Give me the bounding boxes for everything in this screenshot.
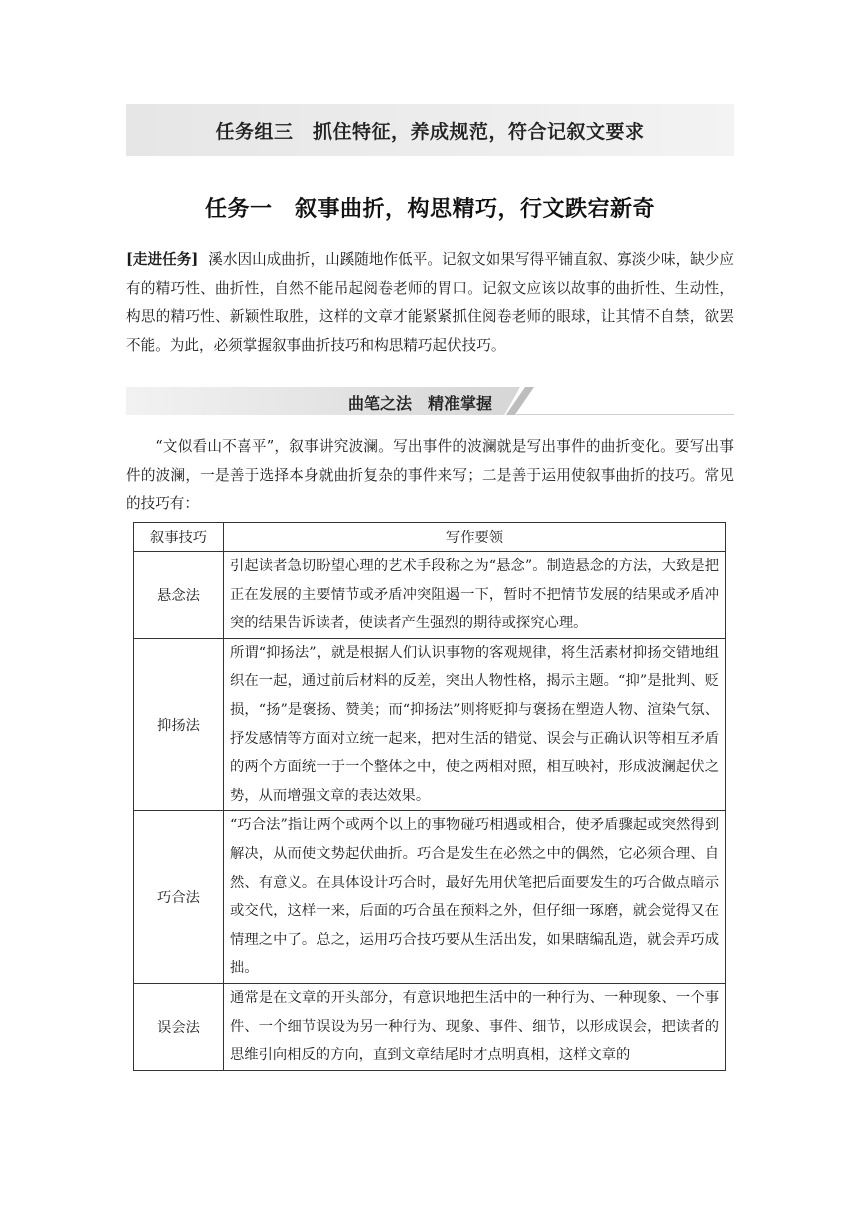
table-header-technique: 叙事技巧 [134,523,224,552]
technique-name: 误会法 [134,983,224,1070]
table-row [134,638,726,811]
table-header-row [134,523,726,552]
intro-paragraph [126,246,734,360]
technique-description: 引起读者急切盼望心理的艺术手段称之为“悬念”。制造悬念的方法，大致是把正在发展的主要情节或矛盾冲突阻遏一下，暂时不把情节发展的结果或矛盾冲突的结果告诉读者，使读者产生强烈的期待或探究心理。 [224,552,726,639]
table-row [134,811,726,984]
technique-name: 抑扬法 [134,638,224,811]
intro-text: 溪水因山成曲折，山蹊随地作低平。记叙文如果写得平铺直叙、寡淡少味，缺少应有的精巧性、曲折性，自然不能吊起阅卷老师的胃口。记叙文应该以故事的曲折性、生动性，构思的精巧性、新颖性取胜，这样的文章才能紧紧抓住阅卷老师的眼球，让其情不自禁，欲罢不能。为此，必须掌握叙事曲折技巧和构思精巧起伏技巧。 [126,251,734,354]
table-row [134,983,726,1070]
technique-description: “巧合法”指让两个或两个以上的事物碰巧相遇或相合，使矛盾骤起或突然得到解决，从而使文势起伏曲折。巧合是发生在必然之中的偶然，它必须合理、自然、有意义。在具体设计巧合时，最好先用伏笔把后面要发生的巧合做点暗示或交代，这样一来，后面的巧合虽在预料之外，但仔细一琢磨，就会觉得又在情理之中了。总之，运用巧合技巧要从生活出发，如果瞎编乱造，就会弄巧成拙。 [224,811,726,984]
task-title: 任务一 叙事曲折，构思精巧，行文跌宕新奇 [204,196,655,222]
task-group-title: 任务组三 抓住特征，养成规范，符合记叙文要求 [215,121,645,143]
technique-description: 通常是在文章的开头部分，有意识地把生活中的一种行为、一种现象、一个事件、一个细节误设为另一种行为、现象、事件、细节，以形成误会，把读者的思维引向相反的方向，直到文章结尾时才点明真相，这样文章的 [224,983,726,1070]
table-row [134,552,726,639]
section-heading: 曲笔之法 精准掌握 [348,394,493,413]
section-banner [126,384,734,420]
body-paragraph: “文似看山不喜平”，叙事讲究波澜。写出事件的波澜就是写出事件的曲折变化。要写出事件的波澜，一是善于选择本身就曲折复杂的事件来写；二是善于运用使叙事曲折的技巧。常见的技巧有： [126,438,734,512]
task-group-banner [126,104,734,156]
intro-tag: [走进任务] [126,251,199,268]
techniques-table [133,522,726,1071]
technique-name: 巧合法 [134,811,224,984]
table-header-essentials: 写作要领 [224,523,726,552]
technique-name: 悬念法 [134,552,224,639]
section-banner-rule [516,414,734,415]
technique-description: 所谓“抑扬法”，就是根据人们认识事物的客观规律，将生活素材抑扬交错地组织在一起，通过前后材料的反差，突出人物性格，揭示主题。“抑”是批判、贬损，“扬”是褒扬、赞美；而“抑扬法”则将贬抑与褒扬在塑造人物、渲染气氛、抒发感情等方面对立统一起来，把对生活的错觉、误会与正确认识等相互矛盾的两个方面统一于一个整体之中，使之两相对照，相互映衬，形成波澜起伏之势，从而增强文章的表达效果。 [224,638,726,811]
